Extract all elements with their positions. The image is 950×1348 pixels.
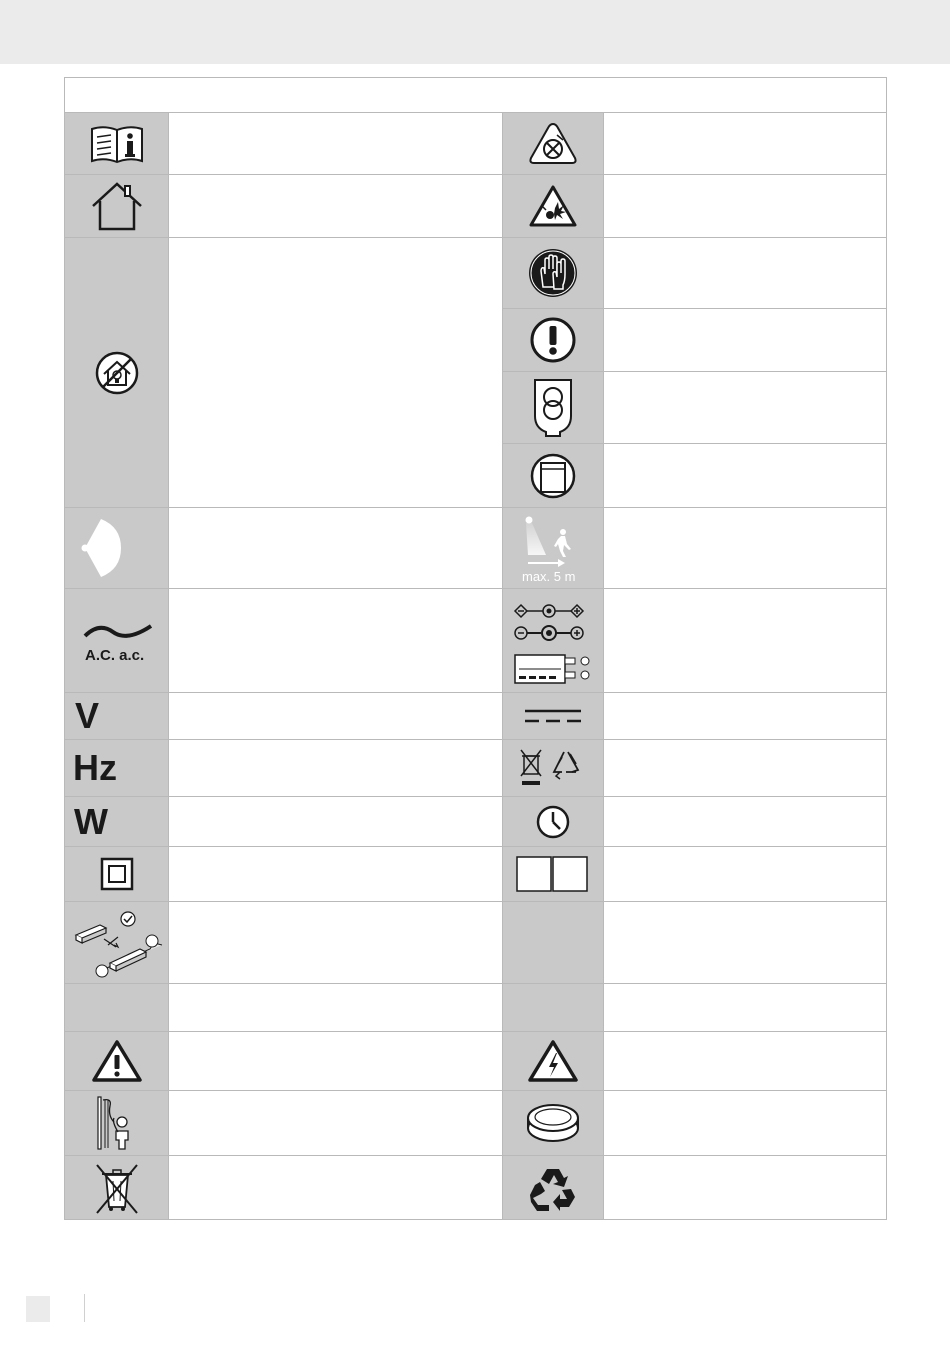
recycling-disposal-icon	[503, 740, 604, 797]
text-cell	[169, 797, 503, 847]
watt-icon-cell	[65, 797, 169, 847]
empty-icon-cell	[503, 902, 604, 984]
volt-icon-cell	[65, 693, 169, 740]
table-row	[65, 902, 887, 984]
no-light-in-eyes-icon	[503, 113, 604, 175]
table-header	[65, 78, 887, 113]
hertz-icon: Hz	[73, 747, 117, 788]
table-row	[65, 693, 887, 740]
text-cell	[604, 797, 887, 847]
text-cell	[604, 984, 887, 1032]
explosive-warning-icon	[503, 175, 604, 238]
watt-icon: W	[74, 800, 108, 842]
wear-gloves-icon	[503, 238, 604, 309]
clock-icon	[503, 797, 604, 847]
text-cell	[604, 589, 887, 693]
text-cell	[169, 740, 503, 797]
direct-current-icon	[503, 693, 604, 740]
mandatory-exclamation-icon	[503, 309, 604, 372]
child-safety-icon	[65, 1091, 169, 1156]
table-row	[65, 589, 887, 693]
text-cell	[604, 309, 887, 372]
table-row	[65, 1091, 887, 1156]
detection-range-icon	[503, 508, 604, 589]
text-cell	[169, 113, 503, 175]
text-cell	[604, 372, 887, 444]
table-row	[65, 797, 887, 847]
led-driver-replace-icon	[65, 902, 169, 984]
manual-info-icon	[65, 113, 169, 175]
text-cell	[169, 238, 503, 508]
text-cell	[604, 508, 887, 589]
empty-icon-cell	[503, 984, 604, 1032]
indoor-use-icon	[65, 175, 169, 238]
table-row	[65, 113, 887, 175]
text-cell	[169, 1156, 503, 1220]
footer-divider	[84, 1294, 85, 1322]
text-cell	[169, 902, 503, 984]
text-cell	[169, 1091, 503, 1156]
table-row	[65, 175, 887, 238]
button-cell-battery-icon	[503, 1091, 604, 1156]
text-cell	[604, 238, 887, 309]
crossed-bin-icon	[65, 1156, 169, 1220]
text-cell	[604, 847, 887, 902]
text-cell	[604, 740, 887, 797]
table-header-row	[65, 78, 887, 113]
page-number-tab	[26, 1296, 50, 1322]
text-cell	[169, 693, 503, 740]
electric-shock-icon	[503, 1032, 604, 1091]
text-cell	[604, 902, 887, 984]
text-cell	[604, 1032, 887, 1091]
table-row	[65, 740, 887, 797]
alternating-current-icon	[65, 589, 169, 693]
text-cell	[169, 175, 503, 238]
double-box-icon	[503, 847, 604, 902]
not-indoor-icon	[94, 350, 140, 396]
text-cell	[604, 693, 887, 740]
detection-angle-icon	[65, 508, 169, 589]
symbols-table	[64, 77, 887, 1220]
polarity-connector-icon	[503, 589, 604, 693]
text-cell	[169, 984, 503, 1032]
empty-icon-cell	[65, 984, 169, 1032]
transformer-icon	[503, 444, 604, 508]
ac-label: A.C. a.c.	[84, 646, 144, 664]
table-row	[65, 508, 887, 589]
text-cell	[604, 175, 887, 238]
table-row	[65, 1032, 887, 1091]
table-row	[65, 847, 887, 902]
protection-class-two-icon	[65, 847, 169, 902]
text-cell	[169, 847, 503, 902]
not-indoor-icon-cell	[65, 238, 169, 508]
volt-icon: V	[75, 695, 100, 736]
hertz-icon-cell	[65, 740, 169, 797]
table-row	[65, 238, 887, 309]
table-row	[65, 984, 887, 1032]
header-band	[0, 0, 950, 64]
recycle-icon	[503, 1156, 604, 1220]
text-cell	[604, 1156, 887, 1220]
text-cell	[169, 589, 503, 693]
warning-triangle-icon	[65, 1032, 169, 1091]
range-label: max. 5 m	[522, 569, 576, 584]
text-cell	[604, 113, 887, 175]
text-cell	[604, 1091, 887, 1156]
text-cell	[604, 444, 887, 508]
text-cell	[169, 508, 503, 589]
text-cell	[169, 1032, 503, 1091]
table-row	[65, 1156, 887, 1220]
safety-transformer-icon	[503, 372, 604, 444]
